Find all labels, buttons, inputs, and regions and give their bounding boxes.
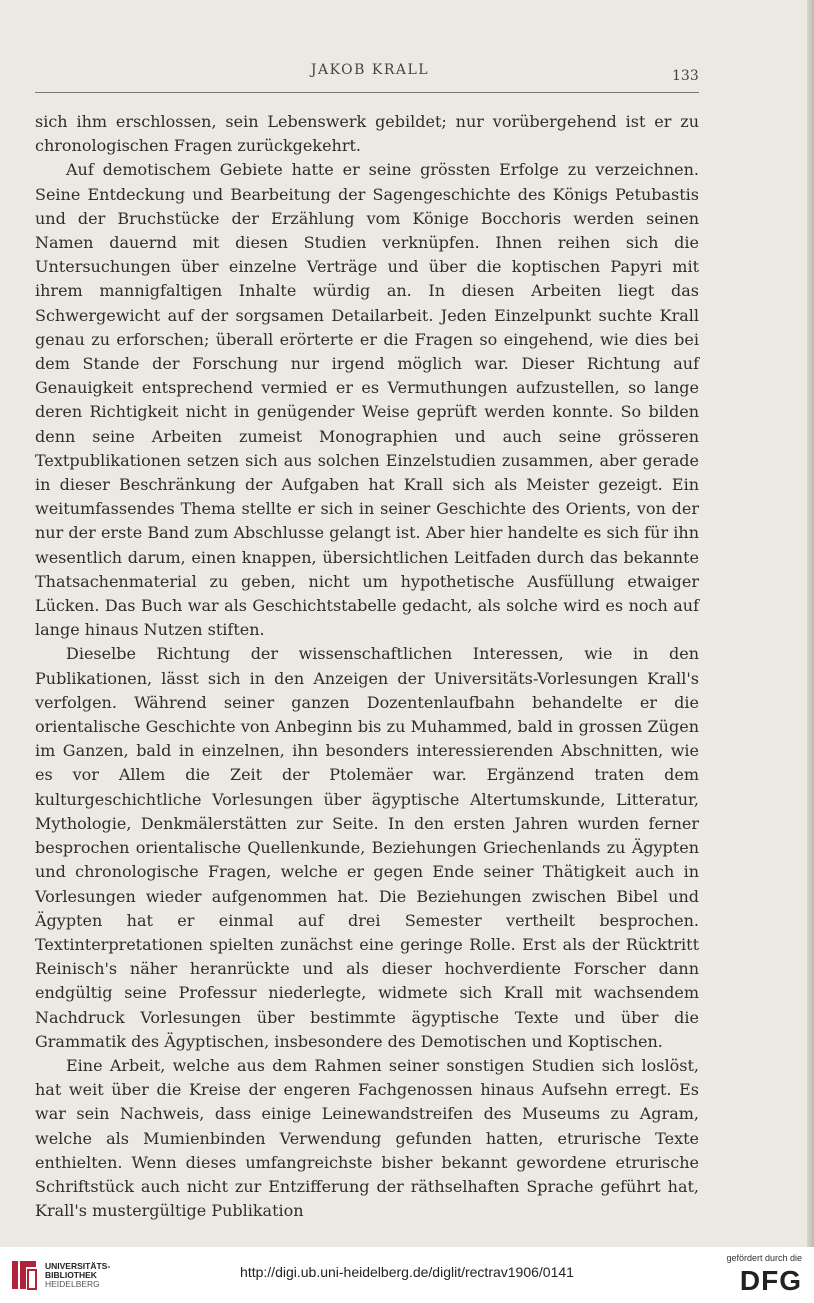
- paragraph-4: Eine Arbeit, welche aus dem Rahmen seiner sonstigen Studien sich loslöst, hat weit über die Kreise der engeren Fachgenossen hinaus Aufsehn erregt. Es war sein Nachweis, dass einige Leinewandstreifen des Museums zu Agram, welche als Mumienbinden Verwendung gefunden hatten, etrurische Texte enthielten. Wenn dieses umfangreichste bisher bekannt gewordene etrurische Schriftstück auch nicht zur Entzifferung der räthselhaften Sprache geführt hat, Krall's mustergültige Publikation: [35, 1055, 699, 1221]
- library-line-3: HEIDELBERG: [45, 1279, 100, 1289]
- dfg-logo[interactable]: DFG: [739, 1265, 802, 1296]
- page-edge-shadow: [807, 0, 814, 1247]
- paragraph-1: sich ihm erschlossen, sein Lebenswerk gebildet; nur vorübergehend ist er zu chronologischen Fragen zurückgekehrt.: [35, 112, 699, 156]
- funder-caption: gefördert durch die: [726, 1253, 802, 1263]
- library-line-1: UNIVERSITÄTS-: [45, 1261, 111, 1271]
- paragraph-2: Auf demotischem Gebiete hatte er seine grössten Erfolge zu verzeichnen. Seine Entdeckung und Bearbeitung der Sagengeschichte des Königs Petubastis und der Bruchstücke der Erzählung vom Könige Bocchoris werden seinen Namen dauernd mit diesen Studien verknüpfen. Ihnen reihen sich die Untersuchungen über einzelne Verträge und über die koptischen Papyri mit ihrem mannigfaltigen Inhalte würdig an. In diesen Arbeiten liegt das Schwergewicht auf der sorgsamen Detailarbeit. Jeden Einzelpunkt suchte Krall genau zu erforschen; überall erörterte er die Fragen so eingehend, wie dies bei dem Stande der Forschung nur irgend möglich war. Dieser Richtung auf Genauigkeit entsprechend vermied er es Vermuthungen aufzustellen, so lange deren Richtigkeit nicht in genügender Weise geprüft werden konnte. So bilden denn seine Arbeiten zumeist Monographien und auch seine grösseren Textpublikationen setzen sich aus solchen Einzelstudien zusammen, aber gerade in dieser Beschränkung der Aufgaben hat Krall sich als Meister gezeigt. Ein weitumfassendes Thema stellte er sich in seiner Geschichte des Orients, von der nur der erste Band zum Abschlusse gelangt ist. Aber hier handelte es sich für ihn wesentlich darum, einen knappen, übersichtlichen Leitfaden durch das bekannte Thatsachenmaterial zu geben, nicht um hypothetische Ausfüllung etwaiger Lücken. Das Buch war als Geschichtstabelle gedacht, als solche wird es noch auf lange hinaus Nutzen stiften.: [35, 160, 699, 640]
- viewer-footer: [0, 1247, 814, 1303]
- running-head: JAKOB KRALL: [310, 62, 430, 78]
- paragraph-3: Dieselbe Richtung der wissenschaftlichen Interessen, wie in den Publikationen, lässt sich in den Anzeigen der Universitäts-Vorlesungen Krall's verfolgen. Während seiner ganzen Dozentenlaufbahn behandelte er die orientalische Geschichte von Anbeginn bis zu Muhammed, bald in grossen Zügen im Ganzen, bald in einzelnen, ihn besonders interessierenden Abschnitten, wie es vor Allem die Zeit der Ptolemäer war. Ergänzend traten dem kulturgeschichtliche Vorlesungen über ägyptische Altertumskunde, Litteratur, Mythologie, Denkmälerstätten zur Seite. In den ersten Jahren wurden ferner besprochen orientalische Quellenkunde, Beziehungen Griechenlands zu Ägypten und chronologische Fragen, welche er gegen Ende seiner Thätigkeit auch in Vorlesungen wieder aufgenommen hat. Die Beziehungen zwischen Bibel und Ägypten hat er einmal auf drei Semester vertheilt besprochen. Textinterpretationen spielten zunächst eine geringe Rolle. Erst als der Rücktritt Reinisch's näher heranrückte und als dieser hochverdiente Forscher dann endgültig seine Professur niederlegte, widmete sich Krall mit wachsendem Nachdruck Vorlesungen über bestimmte ägyptische Texte und über die Grammatik des Ägyptischen, insbesondere des Demotischen und Koptischen.: [35, 644, 699, 1051]
- library-line-2: BIBLIOTHEK: [45, 1270, 97, 1280]
- page-number: 133: [672, 68, 699, 84]
- header-rule: [35, 92, 699, 93]
- permalink-url[interactable]: http://digi.ub.uni-heidelberg.de/diglit/rectrav1906/0141: [240, 1264, 574, 1280]
- body-text: [35, 110, 699, 1223]
